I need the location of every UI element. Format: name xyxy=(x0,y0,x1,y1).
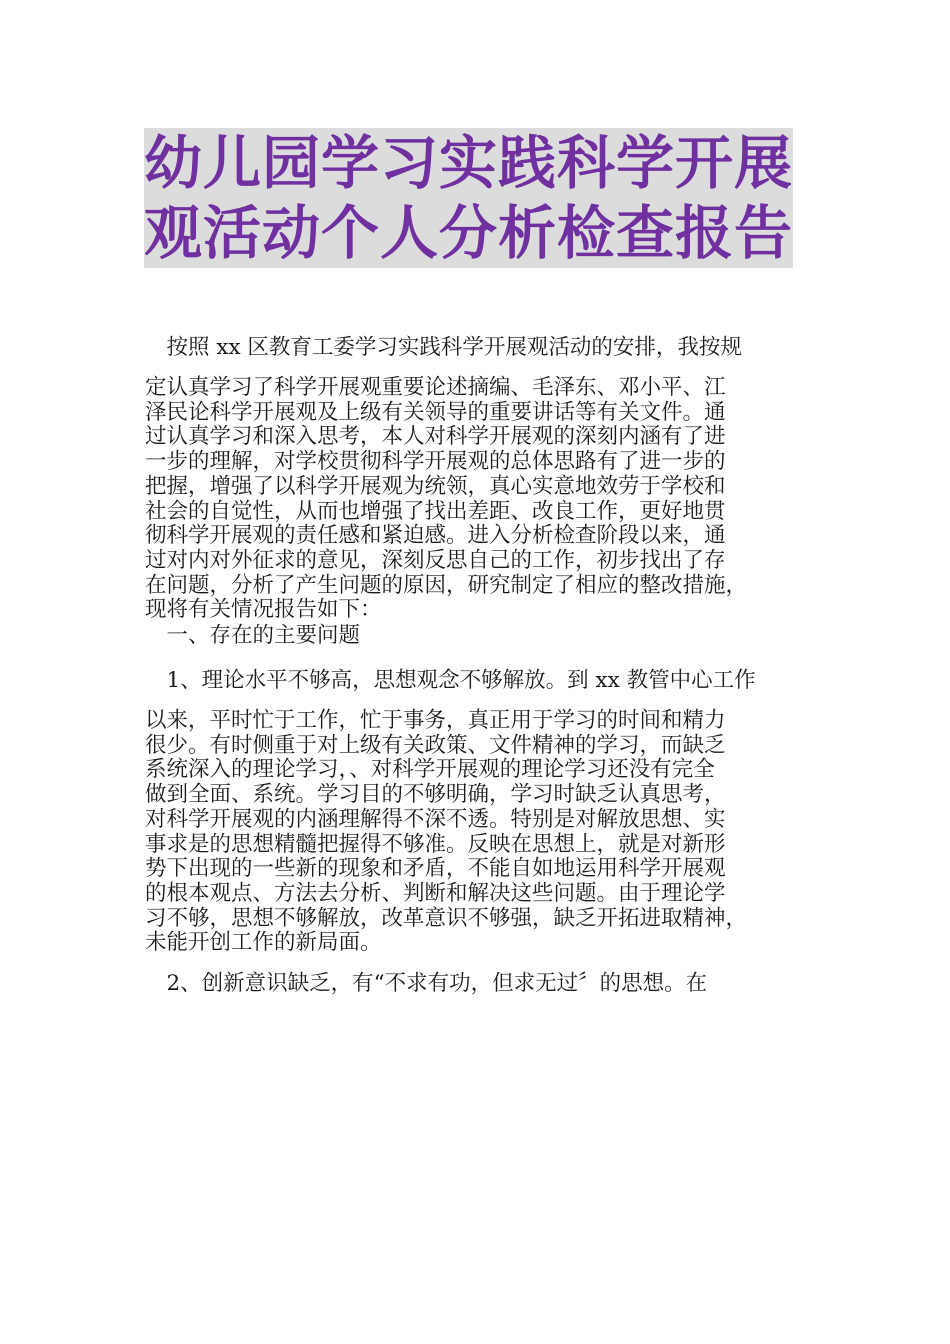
text-line: 未能开创工作的新局面。 xyxy=(145,930,382,956)
text-line: 对科学开展观的内涵理解得不深不透。特别是对解放思想、实 xyxy=(145,806,726,832)
text-line: 系统深入的理论学习，、对科学开展观的理论学习还没有完全 xyxy=(145,757,715,783)
text-line: 一步的理解，对学校贯彻科学开展观的总体思路有了进一步的 xyxy=(145,449,726,475)
text-line: 事求是的思想精髓把握得不够准。反映在思想上，就是对新形 xyxy=(145,831,726,857)
text-line: 做到全面、系统。学习目的不够明确，学习时缺乏认真思考， xyxy=(145,782,726,808)
text-line: 很少。有时侧重于对上级有关政策、文件精神的学习，而缺乏 xyxy=(145,732,726,758)
text-line: 势下出现的一些新的现象和矛盾，不能自如地运用科学开展观 xyxy=(145,856,726,882)
title-line-2: 观活动个人分析检查报告 xyxy=(144,199,794,267)
text-line: 现将有关情况报告如下： xyxy=(145,597,382,623)
title-line-1: 幼儿园学习实践科学开展 xyxy=(144,129,794,197)
text-line: 在问题，分析了产生问题的原因，研究制定了相应的整改措施， xyxy=(145,572,748,598)
text-line: 过对内对外征求的意见，深刻反思自己的工作，初步找出了存 xyxy=(145,547,726,573)
document-title xyxy=(144,128,824,268)
section-heading: 一、存在的主要问题 xyxy=(145,623,361,649)
text-line: 彻科学开展观的责任感和紧迫感。进入分析检查阶段以来，通 xyxy=(145,523,726,549)
text-line: 过认真学习和深入思考，本人对科学开展观的深刻内涵有了进 xyxy=(145,424,726,450)
text-line: 定认真学习了科学开展观重要论述摘编、毛泽东、邓小平、江 xyxy=(145,375,726,400)
intro-paragraph xyxy=(145,376,825,623)
text-line: 习不够，思想不够解放，改革意识不够强，缺乏开拓进取精神， xyxy=(145,905,748,931)
text-line: 把握，增强了以科学开展观为统领，真心实意地效劳于学校和 xyxy=(145,473,726,499)
item1-first-line: 1、理论水平不够高，思想观念不够解放。到 xx 教管中心工作 xyxy=(145,668,756,694)
item1-paragraph xyxy=(145,709,825,956)
text-line: 以来，平时忙于工作，忙于事务，真正用于学习的时间和精力 xyxy=(145,708,726,734)
intro-first-line: 按照 xx 区教育工委学习实践科学开展观活动的安排，我按规 xyxy=(145,335,742,360)
document-body xyxy=(145,330,825,1002)
item2-first-line: 2、创新意识缺乏，有“不求有功，但求无过〞的思想。在 xyxy=(145,971,708,997)
text-line: 社会的自觉性，从而也增强了找出差距、改良工作，更好地贯 xyxy=(145,498,726,524)
text-line: 的根本观点、方法去分析、判断和解决这些问题。由于理论学 xyxy=(145,880,726,906)
text-line: 泽民论科学开展观及上级有关领导的重要讲话等有关文件。通 xyxy=(145,399,726,425)
